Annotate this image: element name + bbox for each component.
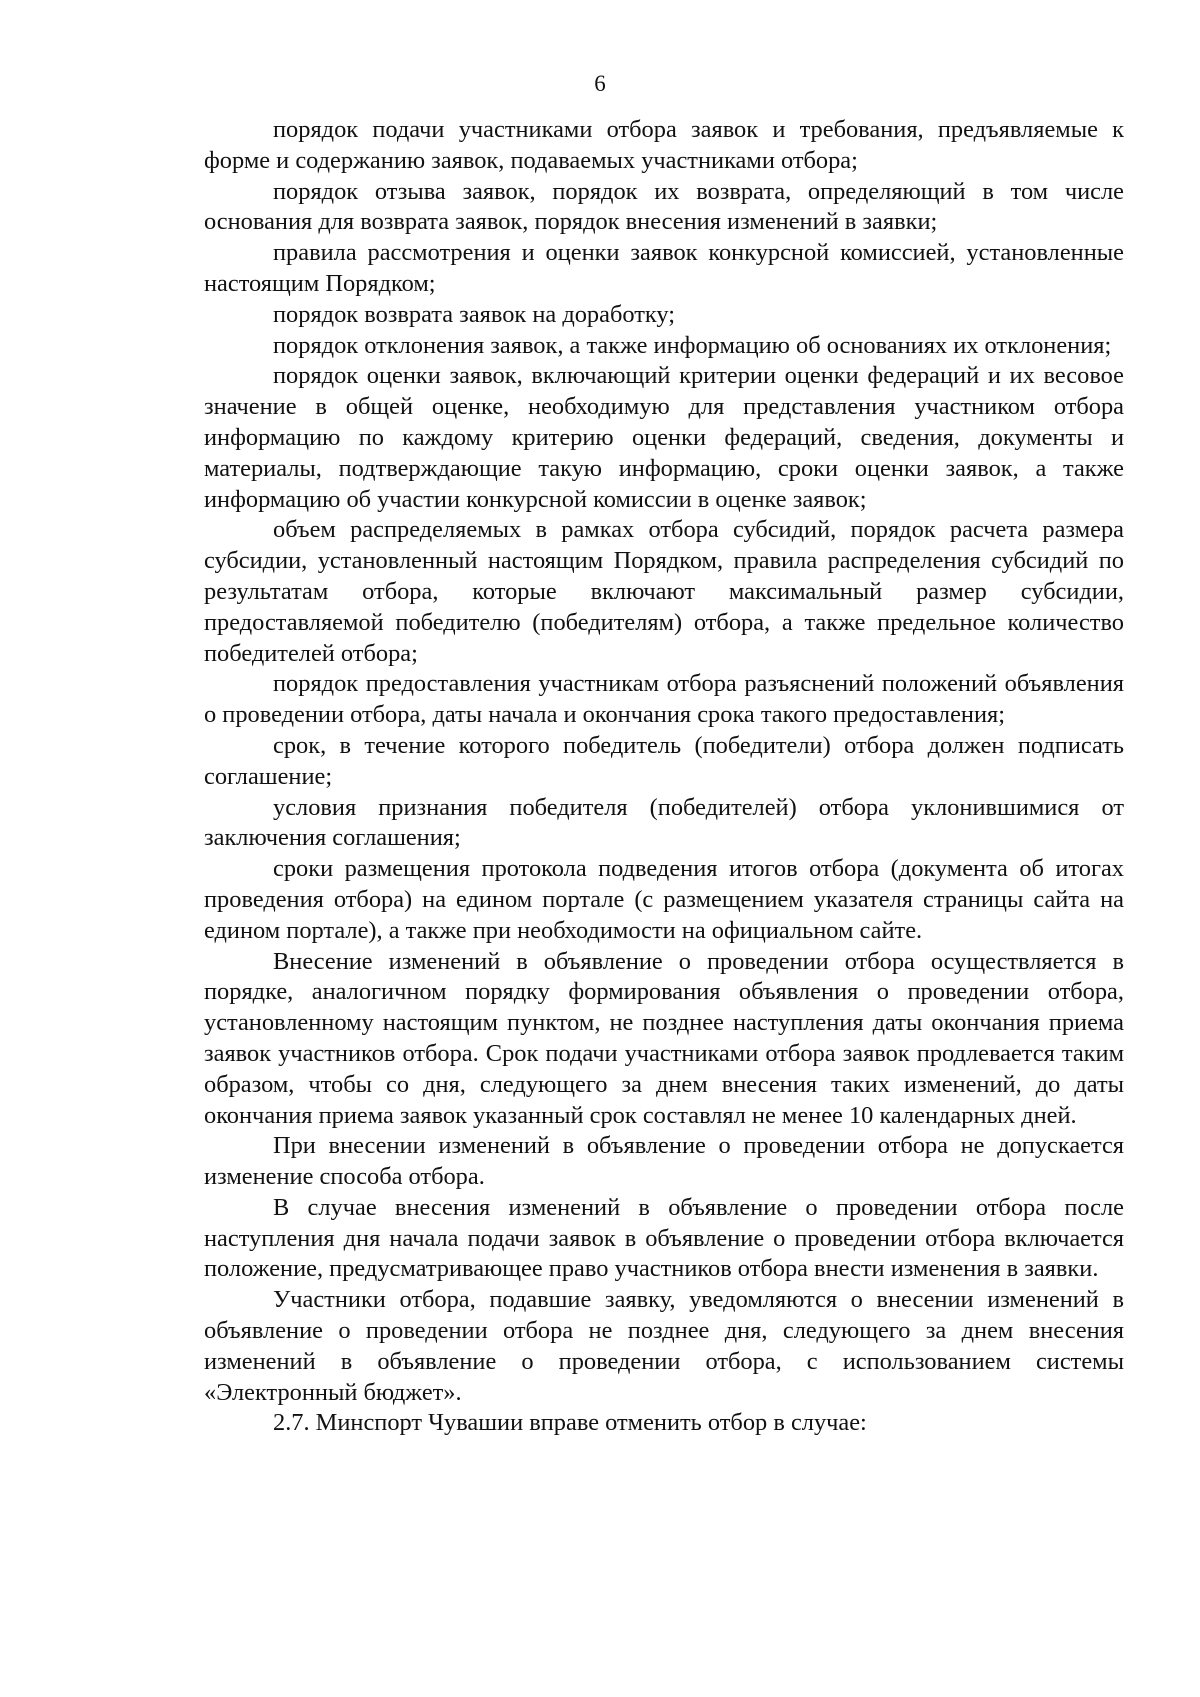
paragraph: порядок отзыва заявок, порядок их возврата, определяющий в том числе основания для возврата заявок, порядок внесения изменений в заявки; [204,177,1124,236]
document-body [204,115,1124,1439]
paragraph: порядок отклонения заявок, а также информацию об основаниях их отклонения; [273,331,1112,359]
paragraph: сроки размещения протокола подведения итогов отбора (документа об итогах проведения отбора) на едином портале (с размещением указателя страницы сайта на едином портале), а также при необходимости на официальном сайте. [204,855,1124,944]
paragraph: Внесение изменений в объявление о проведении отбора осуществляется в порядке, аналогичном порядку формирования объявления о проведении отбора, установленному настоящим пунктом, не позднее наступления даты окончания приема заявок участников отбора. Срок подачи участниками отбора заявок продлевается таким образом, чтобы со дня, следующего за днем внесения таких изменений, до даты окончания приема заявок указанный срок составлял не менее 10 календарных дней. [204,947,1124,1129]
paragraph: 2.7. Минспорт Чувашии вправе отменить отбор в случае: [273,1409,867,1437]
paragraph: порядок возврата заявок на доработку; [273,300,676,328]
paragraph: В случае внесения изменений в объявление о проведении отбора после наступления дня начала подачи заявок в объявление о проведении отбора включается положение, предусматривающее право участников отбора внести изменения в заявки. [204,1193,1124,1283]
paragraph: правила рассмотрения и оценки заявок конкурсной комиссией, установленные настоящим Порядком; [204,239,1124,297]
paragraph: условия признания победителя (победителей) отбора уклонившимися от заключения соглашения; [204,793,1124,852]
paragraph: При внесении изменений в объявление о проведении отбора не допускается изменение способа отбора. [204,1132,1124,1191]
paragraph: порядок оценки заявок, включающий критерии оценки федераций и их весовое значение в общей оценке, необходимую для представления участником отбора информацию по каждому критерию оценки федераций, сведения, документы и материалы, подтверждающие такую информацию, сроки оценки заявок, а также информацию об участии конкурсной комиссии в оценке заявок; [204,362,1124,513]
paragraph: порядок подачи участниками отбора заявок и требования, предъявляемые к форме и содержанию заявок, подаваемых участниками отбора; [204,116,1124,174]
page-number: 6 [594,71,606,96]
paragraph: порядок предоставления участникам отбора разъяснений положений объявления о проведении отбора, даты начала и окончания срока такого предоставления; [204,670,1124,729]
paragraph: срок, в течение которого победитель (победители) отбора должен подписать соглашение; [204,731,1124,790]
paragraph: Участники отбора, подавшие заявку, уведомляются о внесении изменений в объявление о проведении отбора не позднее дня, следующего за днем внесения изменений в объявление о проведении отбора, с использованием системы «Электронный бюджет». [204,1286,1124,1406]
paragraph: объем распределяемых в рамках отбора субсидий, порядок расчета размера субсидии, установленный настоящим Порядком, правила распределения субсидий по результатам отбора, которые включают максимальный размер субсидии, предоставляемой победителю (победителям) отбора, а также предельное количество победителей отбора; [204,516,1124,667]
